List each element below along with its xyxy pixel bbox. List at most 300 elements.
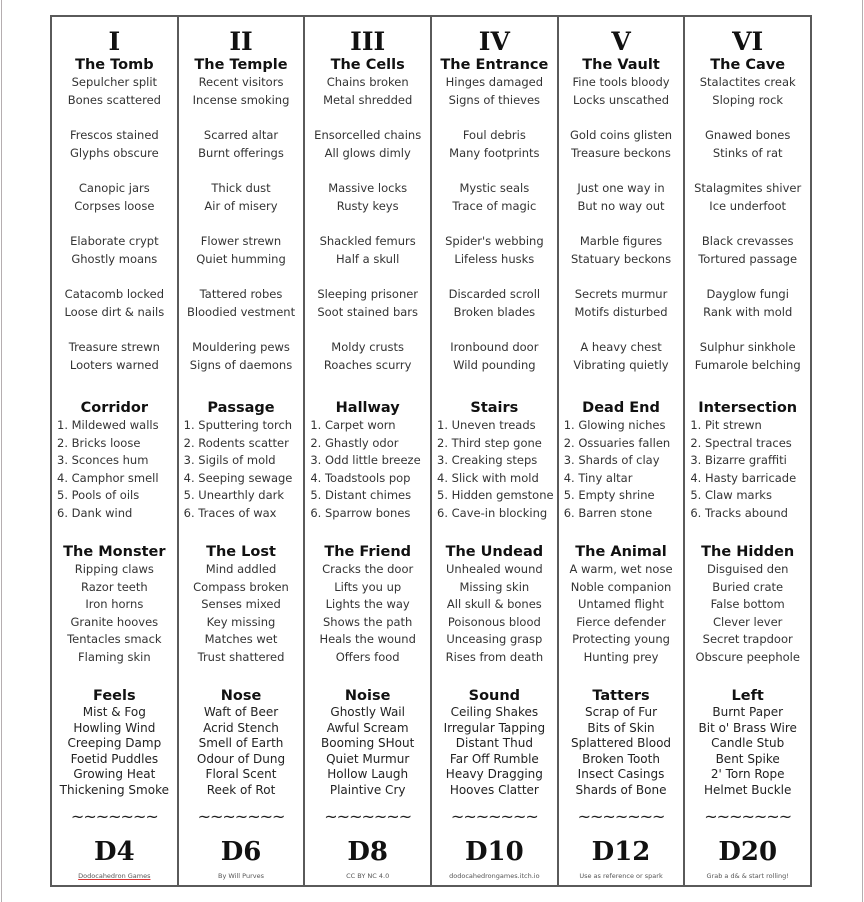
path-list-item: 3. Odd little breeze <box>310 453 421 468</box>
room-detail: Ghostly moans <box>71 251 158 266</box>
sense-title: Feels <box>93 688 136 704</box>
path-list-item: 4. Seeping sewage <box>183 470 293 485</box>
sense-item: Hooves Clatter <box>449 782 539 797</box>
room-section <box>187 57 295 374</box>
path-title: Hallway <box>335 400 400 416</box>
room-detail: Corpses loose <box>74 198 155 213</box>
path-section <box>685 400 810 523</box>
room-detail: Fumarole belching <box>694 357 801 372</box>
room-detail: Catacomb locked <box>64 287 164 301</box>
sense-item: 2' Torn Rope <box>710 767 785 781</box>
room-detail-pair <box>193 74 290 109</box>
page-edge-right <box>862 0 863 902</box>
room-detail: Sleeping prisoner <box>317 287 419 301</box>
room-detail: Stalactites creak <box>699 75 796 89</box>
path-section <box>179 400 304 523</box>
room-detail-pair <box>324 339 412 374</box>
room-detail: Stalagmites shiver <box>694 181 802 195</box>
path-list-item: 5. Hidden gemstone <box>437 488 554 503</box>
room-detail-pair <box>198 127 284 162</box>
room-detail-pair <box>449 286 540 321</box>
column-5 <box>557 17 684 885</box>
room-detail-pair <box>196 233 286 268</box>
path-list-item: 4. Hasty barricade <box>690 470 797 485</box>
die-section <box>52 837 177 881</box>
room-detail: Treasure strewn <box>68 340 160 354</box>
sense-item: Ghostly Wail <box>330 705 405 719</box>
credit-text: Grab a d& & start rolling! <box>706 872 789 880</box>
encounter-title: The Undead <box>445 544 544 560</box>
path-list-item: 2. Third step gone <box>437 435 542 450</box>
die-section <box>559 837 684 881</box>
room-detail: Quiet humming <box>196 251 286 266</box>
column-6 <box>683 17 810 885</box>
room-detail-pair <box>705 127 790 162</box>
encounter-item: Razor teeth <box>80 579 148 594</box>
sense-title: Nose <box>220 688 262 704</box>
room-detail-pair <box>573 339 668 374</box>
encounter-item: Poisonous blood <box>447 614 541 629</box>
sense-item: Thickening Smoke <box>59 782 169 797</box>
room-detail-pair <box>450 339 538 374</box>
room-detail: Tortured passage <box>698 251 798 266</box>
room-detail: Half a skull <box>336 251 400 266</box>
encounter-item: Cracks the door <box>322 562 414 576</box>
room-detail: Flower strewn <box>200 234 282 248</box>
room-detail: Signs of daemons <box>189 357 293 372</box>
path-list-item: 6. Dank wind <box>57 505 133 520</box>
sense-item: Bit o' Brass Wire <box>698 720 797 735</box>
path-title: Intersection <box>698 400 798 416</box>
credit-text: CC BY NC 4.0 <box>346 872 390 880</box>
room-detail: Wild pounding <box>453 357 536 372</box>
sense-section <box>52 688 177 798</box>
path-list-item: 3. Sconces hum <box>57 453 149 468</box>
encounter-item: False bottom <box>710 597 785 611</box>
encounter-item: Iron horns <box>85 597 144 611</box>
sense-item: Mist & Fog <box>82 705 146 719</box>
room-detail: Broken blades <box>453 304 536 319</box>
path-section <box>305 400 430 523</box>
room-detail-pair <box>574 286 667 321</box>
path-list <box>559 417 684 523</box>
path-list-item: 1. Glowing niches <box>563 418 666 432</box>
encounter-item: Rises from death <box>445 649 544 664</box>
room-detail: Looters warned <box>69 357 159 372</box>
room-detail-pair <box>698 233 797 268</box>
room-detail: Burnt offerings <box>198 145 284 160</box>
room-detail: Incense smoking <box>192 92 290 107</box>
credit-text: By Will Purves <box>218 872 264 880</box>
column-4 <box>430 17 557 885</box>
room-detail: Mouldering pews <box>192 340 290 354</box>
path-title: Stairs <box>470 400 519 416</box>
room-detail: Frescos stained <box>69 128 159 142</box>
room-title: The Vault <box>582 57 660 73</box>
room-detail: Fine tools bloody <box>572 75 670 89</box>
die-label: D6 <box>220 837 262 867</box>
tilde-divider: ~~~~~~~ <box>197 807 285 826</box>
encounter-item: All skull & bones <box>446 597 542 611</box>
room-detail: Discarded scroll <box>448 287 541 301</box>
path-list-item: 2. Ghastly odor <box>310 435 399 450</box>
room-detail-pair <box>449 127 539 162</box>
path-list-item: 4. Toadstools pop <box>310 470 411 485</box>
room-detail: Black crevasses <box>701 234 794 248</box>
room-detail: Trace of magic <box>452 198 537 213</box>
encounter-item: Obscure peephole <box>695 649 800 664</box>
encounter-title: The Animal <box>575 544 667 560</box>
room-detail-pair <box>320 233 416 268</box>
room-detail: Gold coins glisten <box>569 128 673 142</box>
sense-title: Tatters <box>592 688 650 704</box>
path-list-item: 3. Bizarre graffiti <box>690 453 787 468</box>
room-detail: Signs of thieves <box>448 92 541 107</box>
room-detail-pair <box>69 339 160 374</box>
path-list-item: 2. Bricks loose <box>57 435 141 450</box>
sense-title: Left <box>731 688 764 704</box>
room-detail: Treasure beckons <box>571 145 671 160</box>
path-list-item: 2. Spectral traces <box>690 435 792 450</box>
sense-item: Acrid Stench <box>203 720 279 735</box>
page-edge-left <box>1 0 2 902</box>
encounter-item: Senses mixed <box>201 597 281 611</box>
room-detail-pair <box>323 74 412 109</box>
path-section <box>432 400 557 523</box>
encounter-item: Lifts you up <box>334 579 402 594</box>
encounter-item: Granite hooves <box>70 614 159 629</box>
encounter-section <box>559 544 684 666</box>
sense-item: Scrap of Fur <box>584 705 658 719</box>
room-title: The Cave <box>710 57 786 73</box>
path-list <box>179 417 304 523</box>
path-list-item: 5. Empty shrine <box>563 488 655 503</box>
room-detail: Elaborate crypt <box>70 234 159 248</box>
path-title: Dead End <box>582 400 660 416</box>
tilde-divider: ~~~~~~~ <box>70 807 158 826</box>
sense-item: Distant Thud <box>455 736 533 750</box>
encounter-title: The Monster <box>63 544 166 560</box>
encounter-item: Disguised den <box>706 562 789 576</box>
sense-item: Waft of Beer <box>203 705 279 719</box>
sense-section <box>685 688 810 798</box>
column-numeral: II <box>229 27 253 56</box>
room-detail: Spider's webbing <box>445 234 544 248</box>
encounter-item: Unceasing grasp <box>446 632 543 646</box>
room-section <box>694 57 801 374</box>
sense-item: Awful Scream <box>326 720 409 735</box>
encounter-item: Flaming skin <box>78 649 151 664</box>
room-detail-pair <box>190 339 292 374</box>
tilde-divider: ~~~~~~~ <box>704 807 792 826</box>
sense-section <box>305 688 430 798</box>
room-detail: A heavy chest <box>580 340 662 354</box>
path-list <box>685 417 810 523</box>
encounter-item: Compass broken <box>193 579 289 594</box>
room-detail: Hinges damaged <box>445 75 544 89</box>
room-detail: Vibrating quietly <box>573 357 669 372</box>
path-list-item: 4. Tiny altar <box>563 470 633 485</box>
encounter-item: Mind addled <box>205 562 277 576</box>
sense-item: Creeping Damp <box>67 736 162 750</box>
encounter-section <box>432 544 557 666</box>
room-detail-pair <box>577 180 664 215</box>
encounter-item: Buried crate <box>712 579 784 594</box>
encounter-title: The Friend <box>324 544 412 560</box>
encounter-section <box>305 544 430 666</box>
room-detail: Stinks of rat <box>712 145 783 160</box>
path-section <box>559 400 684 523</box>
credit-text: Use as reference or spark <box>579 872 663 880</box>
column-2 <box>177 17 304 885</box>
room-detail: Massive locks <box>328 181 408 195</box>
encounter-item: Hunting prey <box>583 649 659 664</box>
die-label: D4 <box>94 837 135 867</box>
room-detail-pair <box>70 233 159 268</box>
sense-item: Heavy Dragging <box>445 767 543 781</box>
room-detail-pair <box>695 339 801 374</box>
room-detail-pair <box>570 127 672 162</box>
room-title: The Temple <box>194 57 288 73</box>
encounter-item: Noble companion <box>570 579 672 594</box>
sense-section <box>559 688 684 798</box>
room-detail: Gnawed bones <box>705 128 791 142</box>
encounter-item: Secret trapdoor <box>702 632 793 646</box>
room-detail-pair <box>70 127 159 162</box>
room-detail: Ironbound door <box>450 340 539 354</box>
room-section <box>314 57 421 374</box>
column-numeral: IV <box>478 27 510 56</box>
room-detail-pair <box>204 180 277 215</box>
room-detail-pair <box>445 233 544 268</box>
die-section <box>305 837 430 881</box>
sense-item: Insect Casings <box>577 767 665 781</box>
path-list <box>305 417 430 523</box>
room-detail: Just one way in <box>577 181 665 195</box>
tilde-divider: ~~~~~~~ <box>450 807 538 826</box>
tilde-divider: ~~~~~~~ <box>324 807 412 826</box>
room-detail: Sulphur sinkhole <box>699 340 796 354</box>
path-list-item: 4. Slick with mold <box>437 470 539 485</box>
room-detail: Recent visitors <box>198 75 284 89</box>
column-3 <box>303 17 430 885</box>
room-detail-pair <box>694 180 801 215</box>
sense-item: Howling Wind <box>73 720 156 735</box>
sense-title: Noise <box>344 688 391 704</box>
tilde-divider: ~~~~~~~ <box>577 807 665 826</box>
encounter-section <box>179 544 304 666</box>
path-list-item: 4. Camphor smell <box>57 470 159 485</box>
room-detail: Metal shredded <box>323 92 413 107</box>
room-detail: But no way out <box>577 198 665 213</box>
column-numeral: V <box>611 27 631 56</box>
encounter-item: Trust shattered <box>197 649 285 664</box>
room-detail-pair <box>446 74 543 109</box>
room-detail: Mystic seals <box>459 181 530 195</box>
sense-item: Booming SHout <box>321 736 415 750</box>
path-list-item: 6. Cave-in blocking <box>437 505 548 520</box>
path-list-item: 5. Unearthly dark <box>183 488 285 503</box>
room-detail-pair <box>452 180 536 215</box>
encounter-item: Fierce defender <box>576 614 666 629</box>
path-list-item: 2. Ossuaries fallen <box>563 435 671 450</box>
encounter-section <box>52 544 177 666</box>
encounter-item: Heals the wound <box>319 632 416 646</box>
encounter-item: Missing skin <box>459 579 530 594</box>
room-detail: Lifeless husks <box>454 251 535 266</box>
encounter-item: Untamed flight <box>578 597 665 611</box>
encounter-item: Unhealed wound <box>446 562 543 576</box>
room-detail: Loose dirt & nails <box>64 304 165 319</box>
room-detail: All glows dimly <box>324 145 411 160</box>
room-detail-pair <box>68 74 161 109</box>
room-detail-pair <box>314 127 421 162</box>
room-detail: Secrets murmur <box>574 287 668 301</box>
sense-item: Broken Tooth <box>582 751 660 766</box>
path-title: Corridor <box>80 400 149 416</box>
encounter-item: Tentacles smack <box>67 632 162 646</box>
encounter-section <box>685 544 810 666</box>
room-title: The Tomb <box>75 57 154 73</box>
encounter-item: Protecting young <box>572 632 670 646</box>
path-list-item: 5. Pools of oils <box>57 488 140 503</box>
room-detail-pair <box>328 180 407 215</box>
sense-item: Quiet Murmur <box>326 751 410 766</box>
room-detail: Shackled femurs <box>319 234 416 248</box>
path-list-item: 1. Sputtering torch <box>183 418 293 432</box>
room-title: The Entrance <box>440 57 549 73</box>
column-numeral: VI <box>732 27 764 56</box>
sense-item: Far Off Rumble <box>449 751 539 766</box>
path-list-item: 3. Sigils of mold <box>183 453 276 468</box>
room-detail-pair <box>74 180 154 215</box>
room-detail: Tattered robes <box>199 287 283 301</box>
sense-item: Reek of Rot <box>206 782 276 797</box>
encounter-item: Key missing <box>206 614 276 629</box>
room-detail: Rusty keys <box>336 198 399 213</box>
path-list-item: 1. Carpet worn <box>310 418 396 432</box>
room-detail: Ensorcelled chains <box>314 128 422 142</box>
sense-item: Floral Scent <box>205 767 277 781</box>
path-section <box>52 400 177 523</box>
encounter-item: Lights the way <box>325 597 410 611</box>
room-detail: Locks unscathed <box>573 92 669 107</box>
encounter-item: Ripping claws <box>74 562 154 576</box>
room-detail-pair <box>64 286 164 321</box>
room-detail: Rank with mold <box>703 304 793 319</box>
room-detail-pair <box>703 286 792 321</box>
room-detail-pair <box>571 233 671 268</box>
path-list <box>432 417 557 523</box>
sense-item: Burnt Paper <box>712 705 784 719</box>
sense-item: Shards of Bone <box>575 782 667 797</box>
column-1 <box>52 17 177 885</box>
room-detail: Scarred altar <box>203 128 279 142</box>
encounter-title: The Lost <box>206 544 276 560</box>
encounter-title: The Hidden <box>701 544 795 560</box>
path-list-item: 3. Creaking steps <box>437 453 538 468</box>
sense-item: Plaintive Cry <box>329 782 406 797</box>
room-detail-pair <box>317 286 418 321</box>
path-list-item: 6. Tracks abound <box>690 505 788 520</box>
sense-item: Smell of Earth <box>198 736 284 750</box>
room-detail: Bloodied vestment <box>186 304 296 319</box>
sense-item: Odour of Dung <box>196 751 286 766</box>
path-list-item: 6. Sparrow bones <box>310 505 411 520</box>
room-detail: Roaches scurry <box>323 357 412 372</box>
room-detail: Chains broken <box>326 75 409 89</box>
encounter-item: Offers food <box>335 649 400 664</box>
sense-item: Bent Spike <box>715 751 780 766</box>
column-numeral: I <box>108 27 121 56</box>
sense-section <box>432 688 557 798</box>
room-section <box>64 57 164 374</box>
sense-title: Sound <box>468 688 521 704</box>
room-section <box>440 57 548 374</box>
die-label: D12 <box>591 837 651 867</box>
room-detail: Sloping rock <box>712 92 784 107</box>
path-list-item: 2. Rodents scatter <box>183 435 289 450</box>
room-detail: Ice underfoot <box>709 198 787 213</box>
path-list-item: 5. Claw marks <box>690 488 772 503</box>
encounter-item: Clever lever <box>712 614 783 629</box>
encounter-item: Matches wet <box>204 632 278 646</box>
credit-text: Dodocahedron Games <box>78 872 151 880</box>
room-detail: Dayglow fungi <box>706 287 789 301</box>
die-label: D8 <box>347 837 388 867</box>
sense-item: Irregular Tapping <box>443 720 546 735</box>
sense-section <box>179 688 304 798</box>
room-detail: Marble figures <box>579 234 663 248</box>
path-list-item: 6. Barren stone <box>563 505 653 520</box>
room-detail: Statuary beckons <box>570 251 672 266</box>
path-list-item: 1. Mildewed walls <box>57 418 159 432</box>
die-section <box>432 837 557 881</box>
credit-text: dodocahedrongames.itch.io <box>449 872 540 880</box>
sense-item: Foetid Puddles <box>70 751 159 766</box>
room-detail: Foul debris <box>462 128 526 142</box>
path-list <box>52 417 177 523</box>
room-detail: Motifs disturbed <box>574 304 668 319</box>
room-detail-pair <box>572 74 669 109</box>
path-list-item: 5. Distant chimes <box>310 488 412 503</box>
die-section <box>685 837 810 881</box>
room-detail: Thick dust <box>211 181 271 195</box>
sense-item: Growing Heat <box>73 767 156 781</box>
room-detail: Canopic jars <box>78 181 150 195</box>
room-title: The Cells <box>330 57 405 73</box>
column-numeral: III <box>350 27 386 56</box>
path-list-item: 3. Shards of clay <box>563 453 660 468</box>
sense-item: Hollow Laugh <box>327 767 409 781</box>
room-detail-pair <box>700 74 796 109</box>
room-detail: Air of misery <box>204 198 278 213</box>
room-section <box>570 57 672 374</box>
path-list-item: 1. Uneven treads <box>437 418 536 432</box>
path-title: Passage <box>207 400 275 416</box>
room-detail: Soot stained bars <box>317 304 419 319</box>
room-detail: Many footprints <box>449 145 540 160</box>
encounter-item: Shows the path <box>323 614 413 629</box>
sense-item: Ceiling Shakes <box>450 705 539 719</box>
die-section <box>179 837 304 881</box>
encounter-item: A warm, wet nose <box>569 562 673 576</box>
room-detail-pair <box>187 286 295 321</box>
die-label: D10 <box>464 837 524 867</box>
path-list-item: 1. Pit strewn <box>690 418 762 432</box>
sense-item: Helmet Buckle <box>703 782 792 797</box>
sense-item: Candle Stub <box>711 736 785 750</box>
